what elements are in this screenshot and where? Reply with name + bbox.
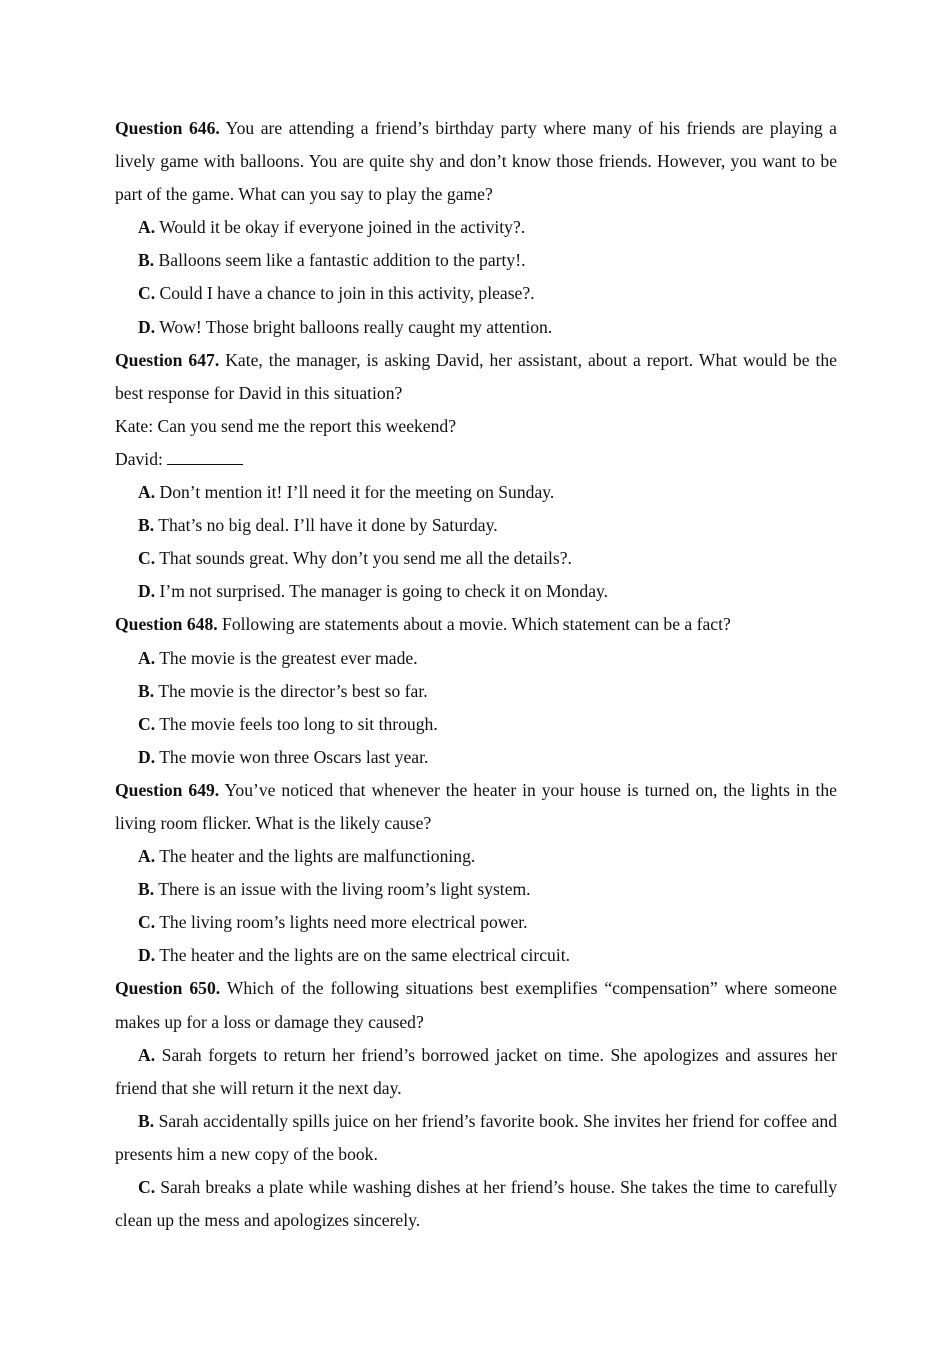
option-c: [115, 1171, 837, 1237]
option-text: The living room’s lights need more electrical power.: [155, 912, 528, 933]
option-d: [138, 311, 837, 344]
question-text: You are attending a friend’s birthday party where many of his friends are playing a lively game with balloons. You are quite shy and don’t know those friends. However, you want to be part of the game. What can you say to play the game?: [115, 118, 837, 205]
option-text: Wow! Those bright balloons really caught my attention.: [155, 316, 553, 337]
question-text: Kate, the manager, is asking David, her assistant, about a report. What would be the best response for David in this situation?: [115, 349, 837, 403]
question-label: Question 648.: [115, 614, 218, 635]
option-c: [138, 542, 837, 575]
option-d: [138, 741, 837, 774]
question-label: Question 649.: [115, 779, 220, 800]
question-647-stem: [115, 344, 837, 410]
question-650-stem: [115, 972, 837, 1038]
option-d: [138, 939, 837, 972]
option-text: Balloons seem like a fantastic addition to the party!.: [154, 250, 526, 271]
question-649-stem: [115, 774, 837, 840]
dialogue-speaker: David:: [115, 448, 163, 469]
option-text: There is an issue with the living room’s light system.: [154, 879, 531, 900]
option-text: Don’t mention it! I’ll need it for the meeting on Sunday.: [155, 482, 555, 503]
option-text: Sarah forgets to return her friend’s borrowed jacket on time. She apologizes and assures her friend that she will return it the next day.: [115, 1044, 837, 1098]
option-text: The movie is the greatest ever made.: [155, 647, 418, 668]
option-letter: B.: [138, 515, 155, 536]
option-a: [138, 840, 837, 873]
question-label: Question 646.: [115, 118, 220, 138]
option-c: [138, 277, 837, 310]
option-letter: B.: [138, 250, 155, 271]
question-text: Which of the following situations best exemplifies “compensation” where someone makes up for a loss or damage they caused?: [115, 978, 837, 1032]
option-letter: D.: [138, 746, 156, 767]
option-letter: C.: [138, 1177, 156, 1197]
question-text: You’ve noticed that whenever the heater in your house is turned on, the lights in the living room flicker. What is the likely cause?: [115, 779, 837, 833]
option-letter: D.: [138, 945, 156, 966]
question-648-stem: [115, 608, 837, 641]
answer-blank: [167, 450, 243, 465]
option-letter: D.: [138, 316, 156, 337]
option-d: [138, 575, 837, 608]
option-letter: A.: [138, 846, 156, 867]
option-text: The movie won three Oscars last year.: [155, 746, 429, 767]
option-text: The heater and the lights are on the same electrical circuit.: [155, 945, 571, 966]
option-letter: B.: [138, 680, 155, 701]
question-label: Question 650.: [115, 978, 221, 999]
question-label: Question 647.: [115, 349, 220, 370]
option-text: Would it be okay if everyone joined in the activity?.: [155, 217, 526, 238]
option-c: [138, 906, 837, 939]
option-b: [138, 509, 837, 542]
option-b: [115, 1105, 837, 1171]
option-letter: A.: [138, 647, 156, 668]
option-a: [138, 476, 837, 509]
option-letter: D.: [138, 581, 156, 602]
option-b: [138, 873, 837, 906]
option-text: Could I have a chance to join in this activity, please?.: [155, 283, 535, 304]
option-b: [138, 244, 837, 277]
document-page: [115, 112, 837, 1237]
option-text: Sarah accidentally spills juice on her friend’s favorite book. She invites her friend for coffee and presents him a new copy of the book.: [115, 1110, 837, 1164]
option-letter: B.: [138, 879, 155, 900]
option-text: That’s no big deal. I’ll have it done by Saturday.: [154, 515, 498, 536]
question-646-stem: [115, 112, 837, 211]
option-text: The movie feels too long to sit through.: [155, 713, 438, 734]
option-letter: A.: [138, 217, 156, 238]
option-b: [138, 675, 837, 708]
option-letter: B.: [138, 1110, 155, 1131]
option-a: [138, 642, 837, 675]
option-text: The movie is the director’s best so far.: [154, 680, 428, 701]
question-text: Following are statements about a movie. Which statement can be a fact?: [217, 614, 731, 635]
option-letter: C.: [138, 713, 156, 734]
option-text: That sounds great. Why don’t you send me all the details?.: [155, 548, 572, 569]
option-a: [115, 1039, 837, 1105]
option-letter: A.: [138, 482, 156, 503]
option-c: [138, 708, 837, 741]
option-a: [138, 211, 837, 244]
option-text: Sarah breaks a plate while washing dishes at her friend’s house. She takes the time to carefully clean up the mess and apologizes sincerely.: [115, 1177, 837, 1231]
option-text: I’m not surprised. The manager is going to check it on Monday.: [155, 581, 609, 602]
option-text: The heater and the lights are malfunctioning.: [155, 846, 476, 867]
option-letter: C.: [138, 912, 156, 933]
option-letter: A.: [138, 1044, 156, 1065]
dialogue-line-david: [115, 443, 837, 476]
option-letter: C.: [138, 283, 156, 304]
option-letter: C.: [138, 548, 156, 569]
dialogue-line-kate: Kate: Can you send me the report this weekend?: [115, 415, 457, 436]
